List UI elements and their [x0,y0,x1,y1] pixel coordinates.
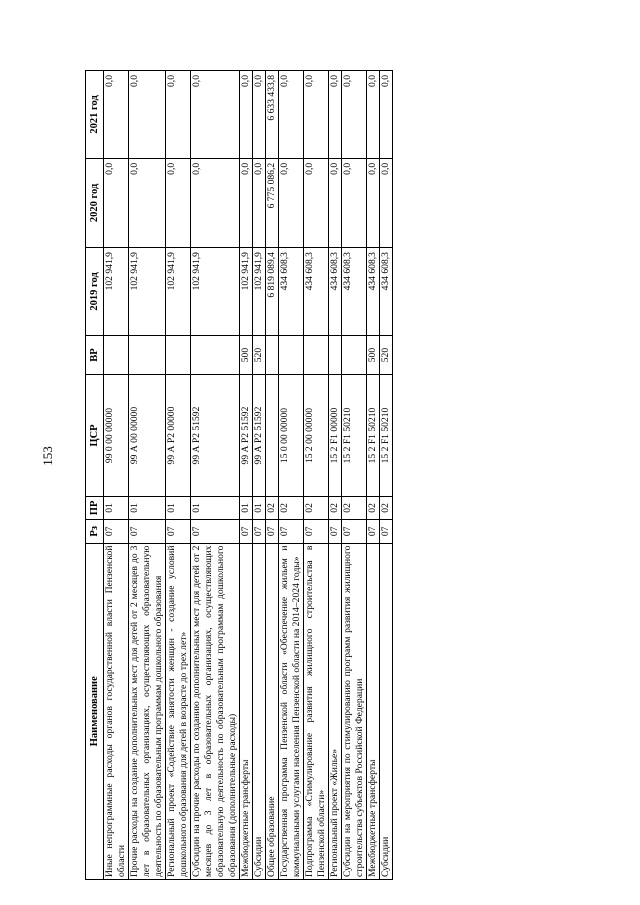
cell-pr: 02 [380,496,393,519]
cell-pr: 02 [367,496,380,519]
cell-vr [342,335,367,374]
cell-vr: 500 [240,335,253,374]
table-row [342,71,367,880]
cell-2021: 0,0 [240,71,253,159]
cell-name: Региональный проект «Содействие занятости женщин - создание условий дошкольного образования для детей в возрасте до трех лет» [166,543,191,879]
header-csr: ЦСР [86,375,104,496]
cell-2020: 0,0 [279,158,304,247]
cell-rz: 07 [166,520,191,543]
cell-2021: 0,0 [380,71,393,159]
cell-2020: 0,0 [342,158,367,247]
cell-rz: 07 [129,520,166,543]
cell-2021: 0,0 [191,71,240,159]
table-row [253,71,266,880]
cell-2020: 0,0 [329,158,342,247]
cell-vr [166,335,191,374]
cell-2021: 6 633 433,8 [266,71,279,159]
table-row [240,71,253,880]
cell-2021: 0,0 [129,71,166,159]
cell-2020: 0,0 [304,158,329,247]
rotated-table-container [85,70,518,880]
cell-csr: 15 2 F1 50210 [367,375,380,496]
cell-vr [191,335,240,374]
cell-2019: 434 608,3 [367,248,380,336]
table-row [166,71,191,880]
cell-2020: 0,0 [129,158,166,247]
cell-name: Подпрограмма «Стимулирование развития жилищного строительства в Пензенской области» [304,543,329,879]
table-row [367,71,380,880]
cell-vr: 520 [380,335,393,374]
cell-rz: 07 [104,520,129,543]
header-2020: 2020 год [86,158,104,247]
cell-rz: 07 [380,520,393,543]
cell-2021: 0,0 [367,71,380,159]
table-row [380,71,393,880]
cell-name: Региональный проект «Жилье» [329,543,342,879]
cell-csr: 99 А P2 00000 [166,375,191,496]
cell-2021: 0,0 [253,71,266,159]
cell-name: Субсидии [380,543,393,879]
cell-rz: 07 [304,520,329,543]
cell-2020: 0,0 [191,158,240,247]
cell-2021: 0,0 [279,71,304,159]
cell-csr: 15 2 F1 50210 [380,375,393,496]
cell-pr: 02 [266,496,279,519]
cell-vr [304,335,329,374]
cell-2019: 102 941,9 [240,248,253,336]
cell-pr: 02 [279,496,304,519]
cell-vr [104,335,129,374]
budget-table [85,70,393,880]
cell-pr: 01 [240,496,253,519]
cell-rz: 07 [253,520,266,543]
table-row [279,71,304,880]
cell-pr: 01 [191,496,240,519]
cell-csr: 15 0 00 00000 [279,375,304,496]
cell-name: Субсидии [253,543,266,879]
cell-2021: 0,0 [304,71,329,159]
header-vr: ВР [86,335,104,374]
cell-rz: 07 [367,520,380,543]
cell-2019: 434 608,3 [279,248,304,336]
cell-2021: 0,0 [104,71,129,159]
cell-2019: 102 941,9 [253,248,266,336]
cell-csr: 15 2 00 00000 [304,375,329,496]
cell-rz: 07 [329,520,342,543]
cell-2019: 434 608,3 [329,248,342,336]
cell-2021: 0,0 [166,71,191,159]
table-row [304,71,329,880]
cell-csr: 99 0 00 00000 [104,375,129,496]
cell-2020: 0,0 [367,158,380,247]
cell-2019: 434 608,3 [380,248,393,336]
cell-vr [329,335,342,374]
table-row [129,71,166,880]
page-number: 153 [40,446,55,466]
cell-2020: 6 775 086,2 [266,158,279,247]
cell-2020: 0,0 [253,158,266,247]
cell-rz: 07 [279,520,304,543]
cell-rz: 07 [266,520,279,543]
cell-csr: 15 2 F1 50210 [342,375,367,496]
cell-2019: 102 941,9 [166,248,191,336]
cell-name: Государственная программа Пензенской области «Обеспечение жильем и коммунальными услугами населения Пензенской области на 2014–2024 годы» [279,543,304,879]
header-rz: Рз [86,520,104,543]
cell-2019: 102 941,9 [129,248,166,336]
table-row [104,71,129,880]
header-2021: 2021 год [86,71,104,159]
cell-pr: 02 [342,496,367,519]
cell-pr: 01 [104,496,129,519]
cell-2020: 0,0 [240,158,253,247]
cell-2019: 434 608,3 [342,248,367,336]
cell-2019: 434 608,3 [304,248,329,336]
cell-2019: 102 941,9 [104,248,129,336]
cell-vr: 500 [367,335,380,374]
cell-name: Межбюджетные трансферты [367,543,380,879]
cell-name: Межбюджетные трансферты [240,543,253,879]
cell-vr [266,335,279,374]
table-row [191,71,240,880]
header-2019: 2019 год [86,248,104,336]
cell-2021: 0,0 [329,71,342,159]
cell-csr: 99 А P2 51592 [191,375,240,496]
cell-pr: 01 [129,496,166,519]
cell-2020: 0,0 [166,158,191,247]
cell-2021: 0,0 [342,71,367,159]
cell-name: Иные непрограммные расходы органов государственной власти Пензенской области [104,543,129,879]
cell-name: Субсидии на мероприятия по стимулированию программ развития жилищного строительства субъектов Российской Федерации [342,543,367,879]
cell-pr: 02 [329,496,342,519]
cell-rz: 07 [191,520,240,543]
cell-name: Субсидии на прочие расходы по созданию дополнительных мест для детей от 2 месяцев до 3 лет в образовательных организациях, осуществляющих образовательную деятельность по образовательным программам дошкольного образования (дополнительные расходы) [191,543,240,879]
cell-csr [266,375,279,496]
cell-pr: 02 [304,496,329,519]
table-row [266,71,279,880]
table-header-row [86,71,104,880]
cell-csr: 99 А P2 51592 [253,375,266,496]
cell-vr: 520 [253,335,266,374]
cell-vr [279,335,304,374]
table-row [329,71,342,880]
cell-2020: 0,0 [104,158,129,247]
cell-rz: 07 [240,520,253,543]
cell-csr: 15 2 F1 00000 [329,375,342,496]
cell-csr: 99 А P2 51592 [240,375,253,496]
cell-name: Общее образование [266,543,279,879]
header-name: Наименование [86,543,104,879]
cell-csr: 99 А 00 00000 [129,375,166,496]
cell-2020: 0,0 [380,158,393,247]
cell-2019: 102 941,9 [191,248,240,336]
header-pr: ПР [86,496,104,519]
cell-2019: 6 819 089,4 [266,248,279,336]
cell-pr: 01 [253,496,266,519]
cell-name: Прочие расходы на создание дополнительных мест для детей от 2 месяцев до 3 лет в образовательных организациях, осуществляющих образовательную деятельность по образовательным программам дошкольного образования [129,543,166,879]
cell-rz: 07 [342,520,367,543]
cell-pr: 01 [166,496,191,519]
cell-vr [129,335,166,374]
